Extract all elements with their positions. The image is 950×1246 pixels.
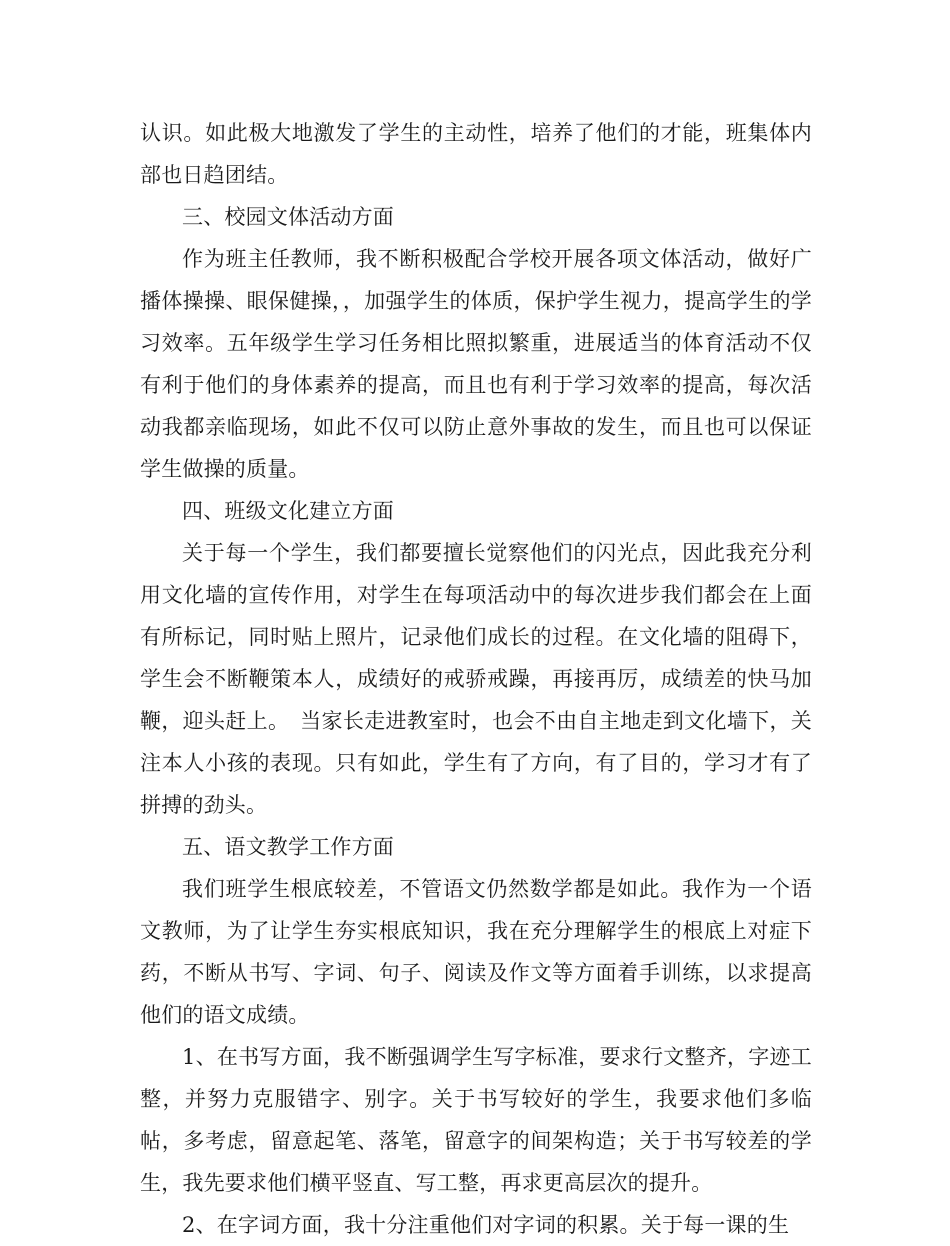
document-body: [140, 112, 812, 1246]
paragraph-continuation: 认识。如此极大地激发了学生的主动性，培养了他们的才能，班集体内部也日趋团结。: [140, 121, 812, 187]
paragraph-chinese-teaching: 我们班学生根底较差，不管语文仍然数学都是如此。我作为一个语文教师，为了让学生夯实根底知识，我在充分理解学生的根底上对症下药，不断从书写、字词、句子、阅读及作文等方面着手训练，以求提高他们的语文成绩。: [140, 877, 812, 1027]
section-heading-chinese-teaching: 五、语文教学工作方面: [182, 835, 394, 859]
section-heading-class-culture: 四、班级文化建立方面: [182, 499, 394, 523]
paragraph-vocabulary: 2、在字词方面，我十分注重他们对字词的积累。关于每一课的生: [182, 1213, 790, 1237]
section-heading-campus-activities: 三、校园文体活动方面: [182, 205, 394, 229]
paragraph-campus-activities: 作为班主任教师，我不断积极配合学校开展各项文体活动，做好广播体操操、眼保健操，，加强学生的体质，保护学生视力，提高学生的学习效率。五年级学生学习任务相比照拟繁重，进展适当的体育活动不仅有利于他们的身体素养的提高，而且也有利于学习效率的提高，每次活动我都亲临现场，如此不仅可以防止意外事故的发生，而且也可以保证学生做操的质量。: [140, 247, 812, 481]
paragraph-class-culture: 关于每一个学生，我们都要擅长觉察他们的闪光点，因此我充分利用文化墙的宣传作用，对学生在每项活动中的每次进步我们都会在上面有所标记，同时贴上照片，记录他们成长的过程。在文化墙的阻碍下，学生会不断鞭策本人，成绩好的戒骄戒躁，再接再厉，成绩差的快马加鞭，迎头赶上。 当家长走进教室时，也会不由自主地走到文化墙下，关注本人小孩的表现。只有如此，学生有了方向，有了目的，学习才有了拼搏的劲头。: [140, 541, 812, 817]
paragraph-writing: 1、在书写方面，我不断强调学生写字标准，要求行文整齐，字迹工整，并努力克服错字、别字。关于书写较好的学生，我要求他们多临帖，多考虑，留意起笔、落笔，留意字的间架构造；关于书写较差的学生，我先要求他们横平竖直、写工整，再求更高层次的提升。: [140, 1045, 812, 1195]
